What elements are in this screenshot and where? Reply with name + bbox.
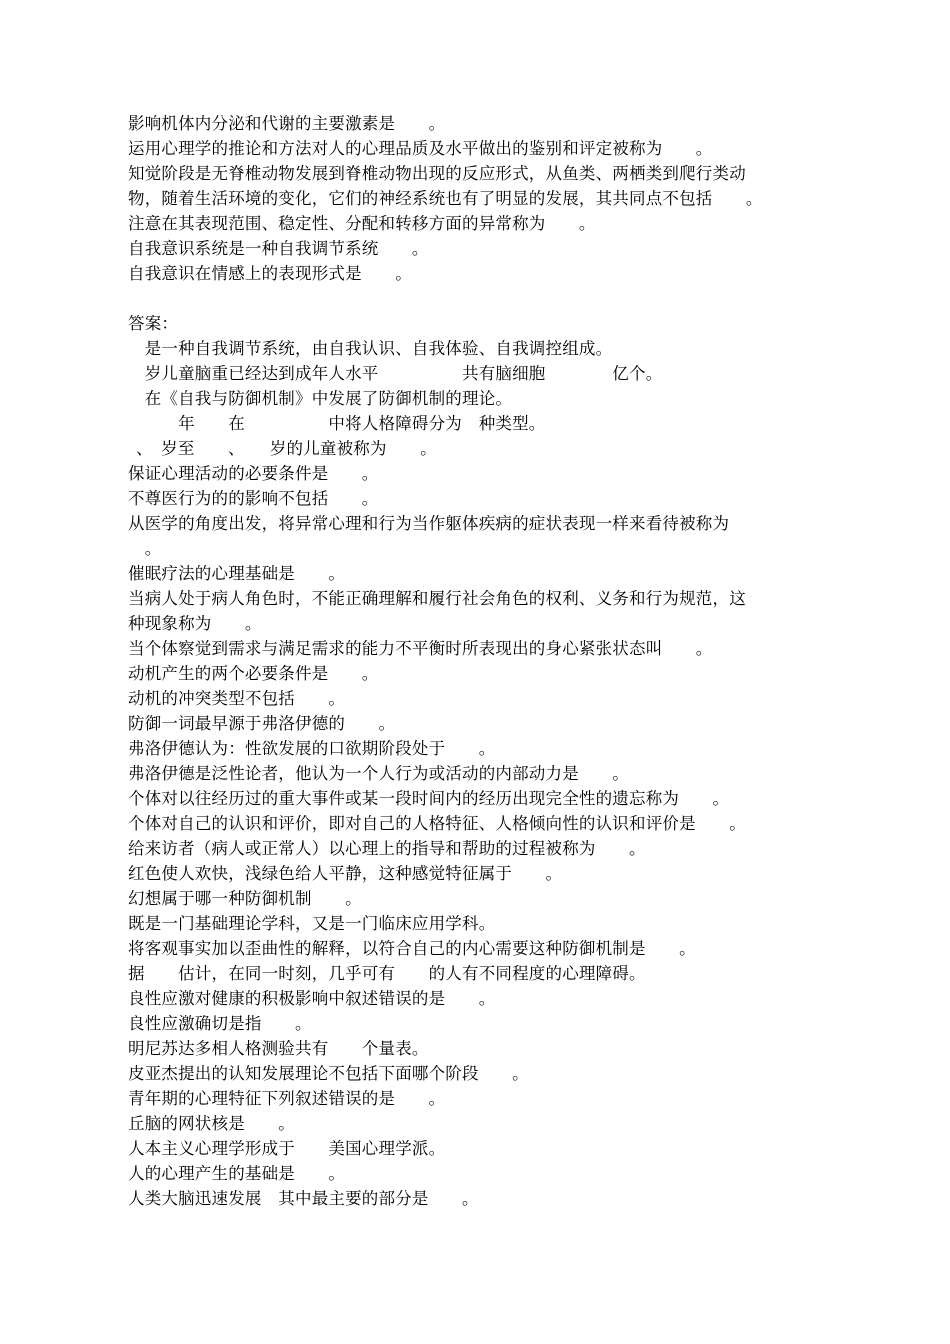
answer-heading: 答案： <box>128 314 179 333</box>
question-line: 人的心理产生的基础是 。 <box>128 1164 346 1183</box>
question-line: 影响机体内分泌和代谢的主要激素是 。 <box>128 114 446 133</box>
question-line: 运用心理学的推论和方法对人的心理品质及水平做出的鉴别和评定被称为 。 <box>128 139 713 158</box>
question-line: 防御一词最早源于弗洛伊德的 。 <box>128 714 396 733</box>
question-line: 红色使人欢快，浅绿色给人平静，这种感觉特征属于 。 <box>128 864 563 883</box>
question-line: 良性应激对健康的积极影响中叙述错误的是 。 <box>128 989 496 1008</box>
question-line: 既是一门基础理论学科，又是一门临床应用学科。 <box>128 914 496 933</box>
question-line: 种现象称为 。 <box>128 614 262 633</box>
question-line: 人类大脑迅速发展 其中最主要的部分是 。 <box>128 1189 479 1208</box>
question-line: 给来访者（病人或正常人）以心理上的指导和帮助的过程被称为 。 <box>128 839 646 858</box>
question-line: 据 估计，在同一时刻，几乎可有 的人有不同程度的心理障碍。 <box>128 964 646 983</box>
question-line: 知觉阶段是无脊椎动物发展到脊椎动物出现的反应形式，从鱼类、两栖类到爬行类动 <box>128 164 746 183</box>
answer-line: 在《自我与防御机制》中发展了防御机制的理论。 <box>128 389 513 408</box>
question-line: 自我意识在情感上的表现形式是 。 <box>128 264 412 283</box>
question-line: 将客观事实加以歪曲性的解释，以符合自己的内心需要这种防御机制是 。 <box>128 939 696 958</box>
question-line: 个体对以往经历过的重大事件或某一段时间内的经历出现完全性的遗忘称为 。 <box>128 789 730 808</box>
question-line: 当病人处于病人角色时，不能正确理解和履行社会角色的权利、义务和行为规范，这 <box>128 589 746 608</box>
question-line: 注意在其表现范围、稳定性、分配和转移方面的异常称为 。 <box>128 214 596 233</box>
question-line: 动机的冲突类型不包括 。 <box>128 689 346 708</box>
question-line: 良性应激确切是指 。 <box>128 1014 312 1033</box>
question-line: 人本主义心理学形成于 美国心理学派。 <box>128 1139 446 1158</box>
question-line: 物，随着生活环境的变化，它们的神经系统也有了明显的发展，其共同点不包括 。 <box>128 189 763 208</box>
question-line: 催眠疗法的心理基础是 。 <box>128 564 346 583</box>
question-line: 幻想属于哪一种防御机制 。 <box>128 889 362 908</box>
answer-line: 岁儿童脑重已经达到成年人水平 共有脑细胞 亿个。 <box>128 364 663 383</box>
question-line: 个体对自己的认识和评价，即对自己的人格特征、人格倾向性的认识和评价是 。 <box>128 814 746 833</box>
question-line: 弗洛伊德认为：性欲发展的口欲期阶段处于 。 <box>128 739 496 758</box>
answer-line: 年 在 中将人格障碍分为 种类型。 <box>128 414 546 433</box>
question-line: 当个体察觉到需求与满足需求的能力不平衡时所表现出的身心紧张状态叫 。 <box>128 639 713 658</box>
answer-line: 、 岁至 、 岁的儿童被称为 。 <box>136 439 437 458</box>
question-line: 自我意识系统是一种自我调节系统 。 <box>128 239 429 258</box>
question-line: 明尼苏达多相人格测验共有 个量表。 <box>128 1039 429 1058</box>
question-line: 皮亚杰提出的认知发展理论不包括下面哪个阶段 。 <box>128 1064 529 1083</box>
answer-line: 是一种自我调节系统，由自我认识、自我体验、自我调控组成。 <box>128 339 613 358</box>
question-line: 保证心理活动的必要条件是 。 <box>128 464 379 483</box>
question-line: 从医学的角度出发，将异常心理和行为当作躯体疾病的症状表现一样来看待被称为 <box>128 514 730 533</box>
question-line: 。 <box>128 539 162 558</box>
question-line: 不尊医行为的的影响不包括 。 <box>128 489 379 508</box>
question-line: 动机产生的两个必要条件是 。 <box>128 664 379 683</box>
question-line: 青年期的心理特征下列叙述错误的是 。 <box>128 1089 446 1108</box>
question-line: 弗洛伊德是泛性论者，他认为一个人行为或活动的内部动力是 。 <box>128 764 629 783</box>
question-line: 丘脑的网状核是 。 <box>128 1114 295 1133</box>
